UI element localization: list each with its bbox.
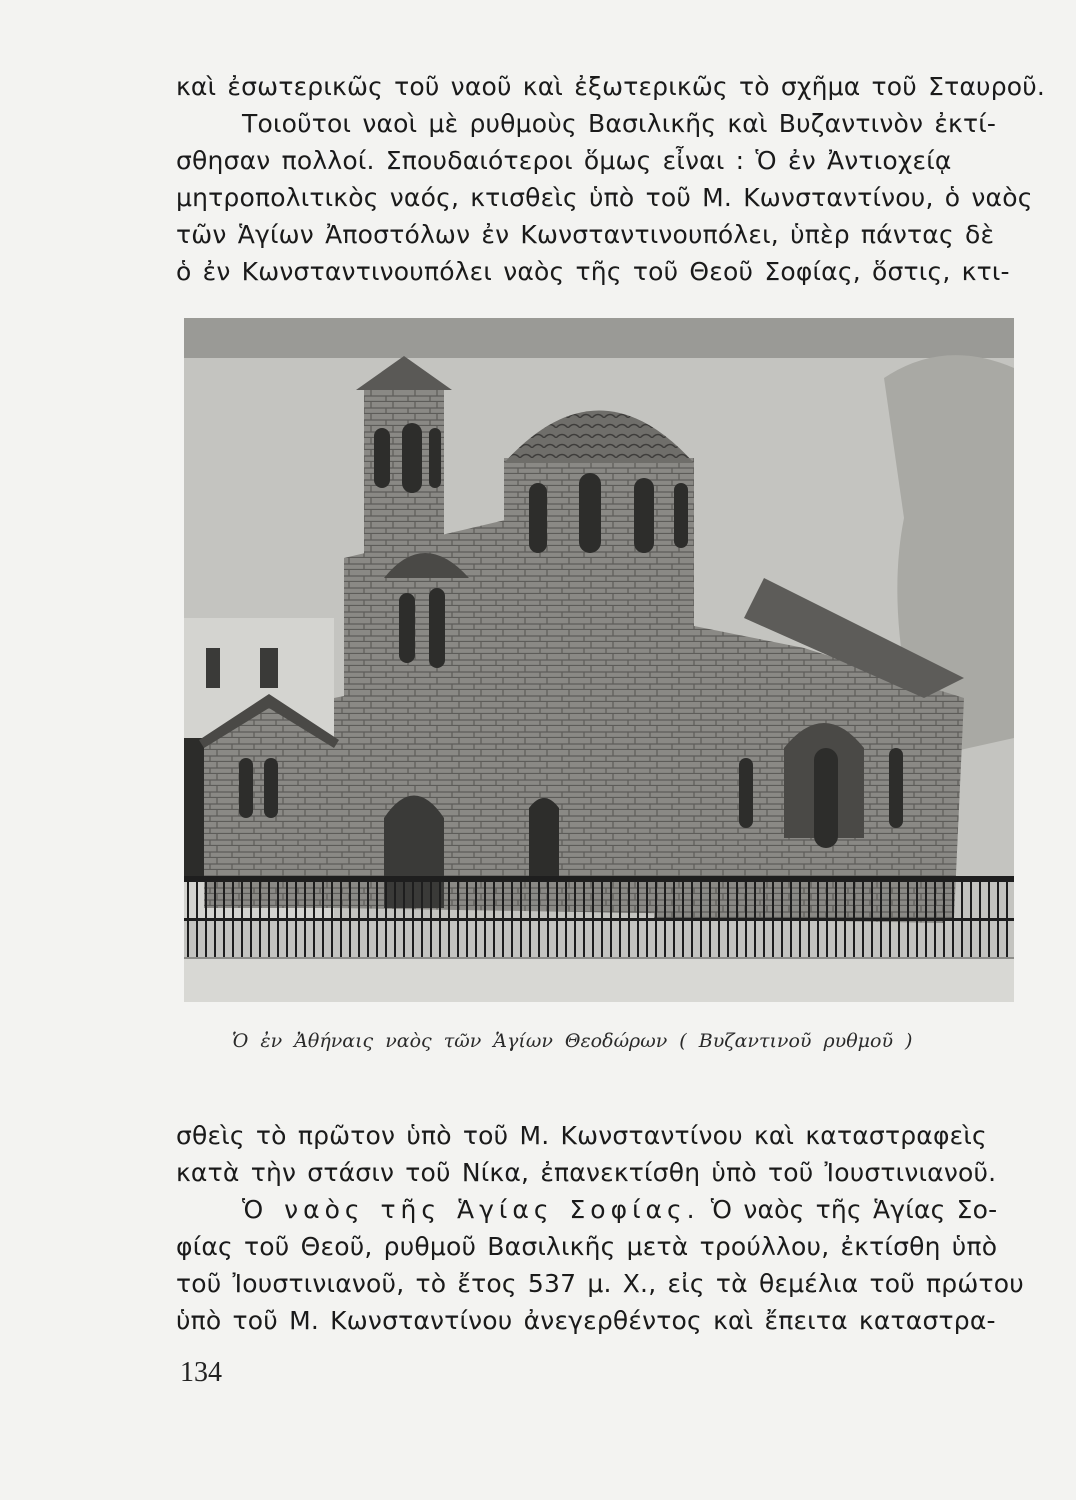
text-line: μητροπολιτικὸς ναός, κτισθεὶς ὑπὸ τοῦ Μ. Κωνσταντίνου, ὁ ναὸς (176, 183, 1033, 212)
text-line (176, 1191, 1022, 1228)
text-span: Ὁ ναὸς τῆς Ἁγίας Σο- (699, 1195, 998, 1224)
text-line: καὶ ἐσωτερικῶς τοῦ ναοῦ καὶ ἐξωτερικῶς τὸ σχῆμα τοῦ Σταυροῦ. (176, 72, 1046, 101)
photo-caption: Ὁ ἐν Ἀθήναις ναὸς τῶν Ἁγίων Θεοδώρων ( Βυζαντινοῦ ρυθμοῦ ) (232, 1030, 913, 1052)
page-number: 134 (180, 1357, 222, 1388)
text-line: Τοιοῦτοι ναοὶ μὲ ρυθμοὺς Βασιλικῆς καὶ Βυζαντινὸν ἐκτί- (242, 109, 997, 138)
text-line: ὑπὸ τοῦ Μ. Κωνσταντίνου ἀνεγερθέντος καὶ ἔπειτα καταστρα- (176, 1306, 996, 1335)
text-line: σθεὶς τὸ πρῶτον ὑπὸ τοῦ Μ. Κωνσταντίνου καὶ καταστραφεὶς (176, 1121, 987, 1150)
text-line: τοῦ Ἰουστινιανοῦ, τὸ ἔτος 537 μ. Χ., εἰς τὰ θεμέλια τοῦ πρώτου (176, 1269, 1024, 1298)
text-line: ὁ ἐν Κωνσταντινουπόλει ναὸς τῆς τοῦ Θεοῦ Σοφίας, ὅστις, κτι- (176, 257, 1010, 286)
paragraph-top (176, 68, 1046, 290)
church-photograph (184, 318, 1014, 1002)
text-line: τῶν Ἁγίων Ἀποστόλων ἐν Κωνσταντινουπόλει, ὑπὲρ πάντας δὲ (176, 220, 995, 249)
text-line: κατὰ τὴν στάσιν τοῦ Νίκα, ἐπανεκτίσθη ὑπὸ τοῦ Ἰουστινιανοῦ. (176, 1158, 997, 1187)
paragraph-bottom (176, 1117, 1022, 1339)
section-heading: Ὁ ναὸς τῆς Ἁγίας Σοφίας. (242, 1195, 700, 1224)
text-line: σθησαν πολλοί. Σπουδαιότεροι ὅμως εἶναι : Ὁ ἐν Ἀντιοχείᾳ (176, 146, 952, 175)
text-line: φίας τοῦ Θεοῦ, ρυθμοῦ Βασιλικῆς μετὰ τρούλλου, ἐκτίσθη ὑπὸ (176, 1232, 998, 1261)
